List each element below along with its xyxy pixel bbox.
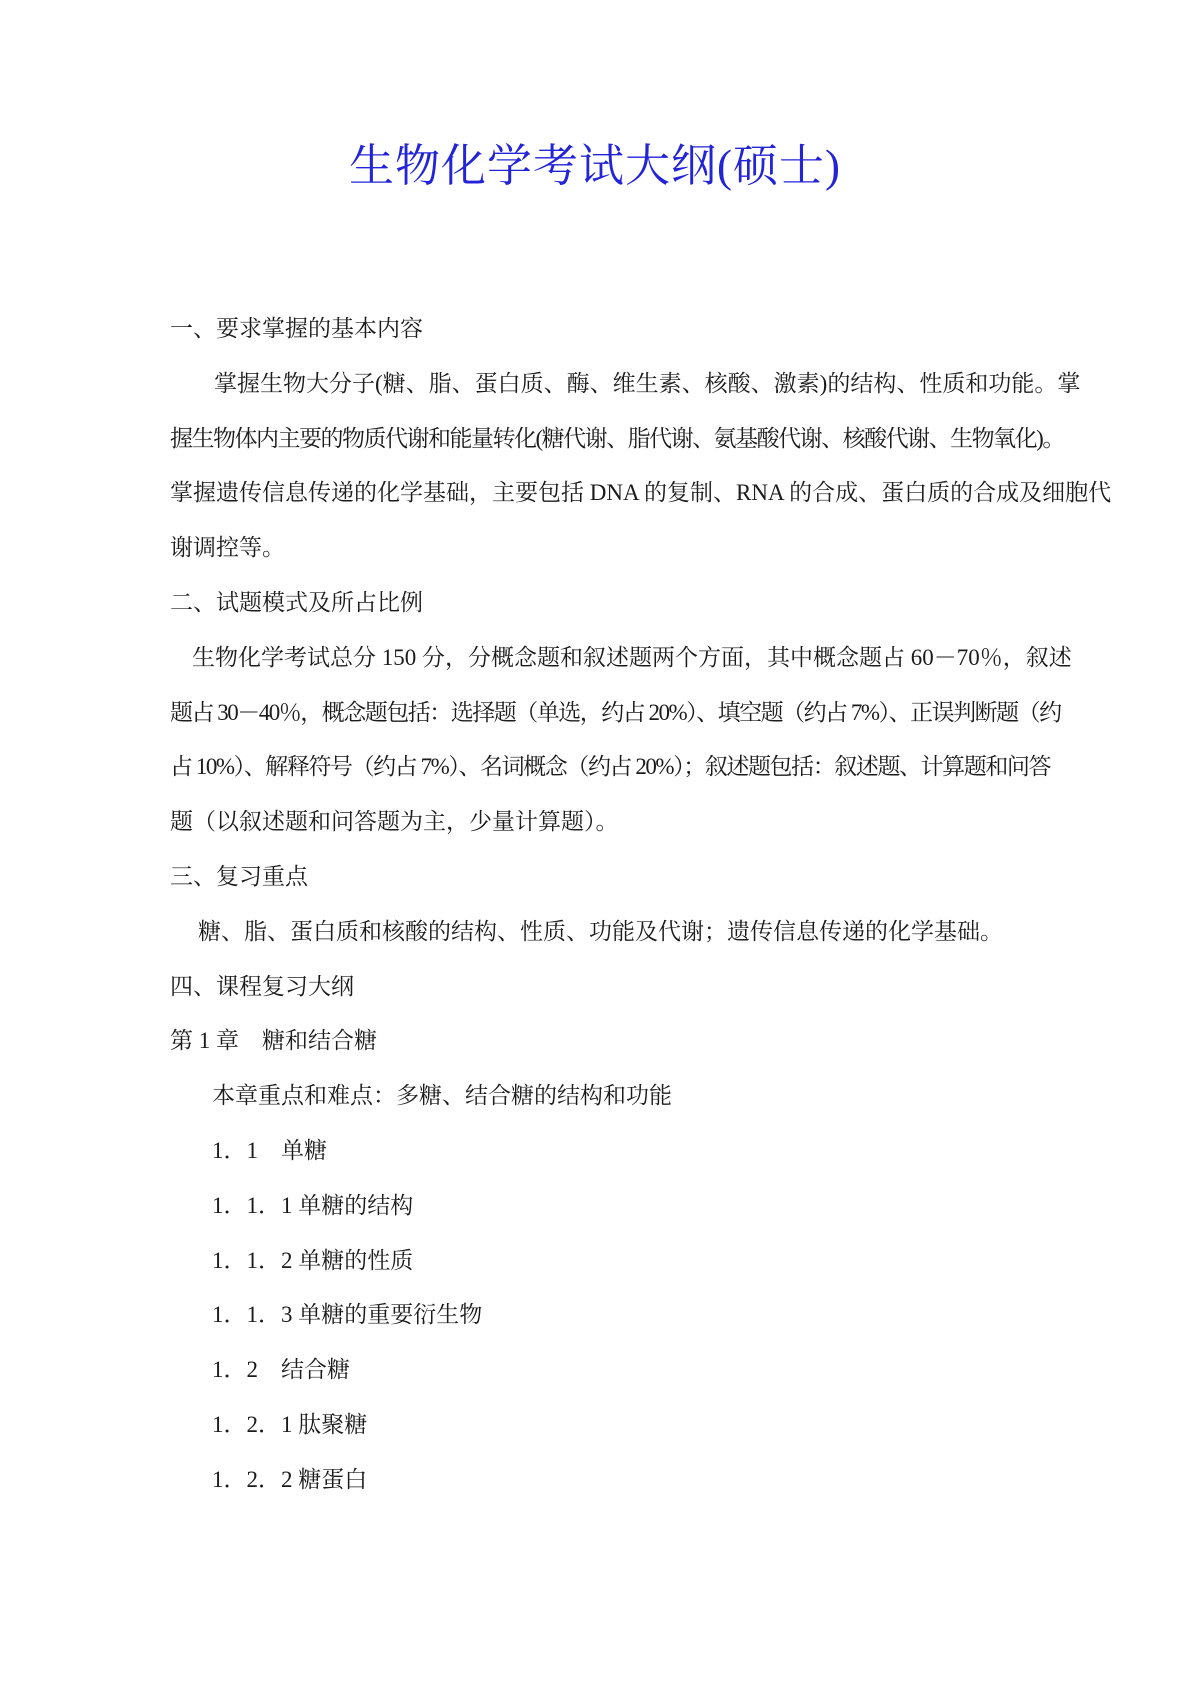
text-line: 掌握遗传信息传递的化学基础，主要包括 DNA 的复制、RNA 的合成、蛋白质的合成及细胞代: [170, 480, 1112, 506]
text-line: 第 1 章 糖和结合糖: [170, 1028, 377, 1054]
text-line: 1．1．1 单糖的结构: [212, 1192, 414, 1218]
text-line: 四、课程复习大纲: [170, 973, 354, 999]
text-line: 本章重点和难点：多糖、结合糖的结构和功能: [212, 1083, 672, 1109]
text-line: 谢调控等。: [170, 535, 285, 561]
text-line: 题占 30－40％，概念题包括：选择题（单选，约占 20%）、填空题（约占 7%）、正误判断题（约: [170, 699, 1061, 725]
document-body: [170, 302, 1112, 1508]
text-line: 一、要求掌握的基本内容: [170, 316, 423, 341]
text-line: 生物化学考试总分 150 分，分概念题和叙述题两个方面，其中概念题占 60－70％，叙述: [192, 644, 1072, 670]
text-line: 占 10%）、解释符号（约占 7%）、名词概念（约占 20%）；叙述题包括：叙述题、计算题和问答: [170, 754, 1050, 780]
text-line: 糖、脂、蛋白质和核酸的结构、性质、功能及代谢；遗传信息传递的化学基础。: [198, 918, 1003, 944]
text-line: 1．2 结合糖: [212, 1357, 350, 1383]
text-line: 1．2．2 糖蛋白: [212, 1466, 368, 1492]
text-line: 二、试题模式及所占比例: [170, 589, 423, 615]
text-line: 1．1 单糖: [212, 1137, 327, 1163]
text-line: 握生物体内主要的物质代谢和能量转化(糖代谢、脂代谢、氨基酸代谢、核酸代谢、生物氧化)。: [170, 425, 1064, 451]
text-line: 三、复习重点: [170, 863, 308, 889]
text-line: 1．1．2 单糖的性质: [212, 1247, 414, 1273]
text-line: 1．1．3 单糖的重要衍生物: [212, 1302, 483, 1328]
document-title: 生物化学考试大纲(硕士): [349, 141, 841, 191]
text-line: 题（以叙述题和问答题为主，少量计算题）。: [170, 809, 619, 835]
text-line: 掌握生物大分子(糖、脂、蛋白质、酶、维生素、核酸、激素)的结构、性质和功能。掌: [214, 370, 1081, 396]
text-line: 1．2．1 肽聚糖: [212, 1411, 368, 1437]
